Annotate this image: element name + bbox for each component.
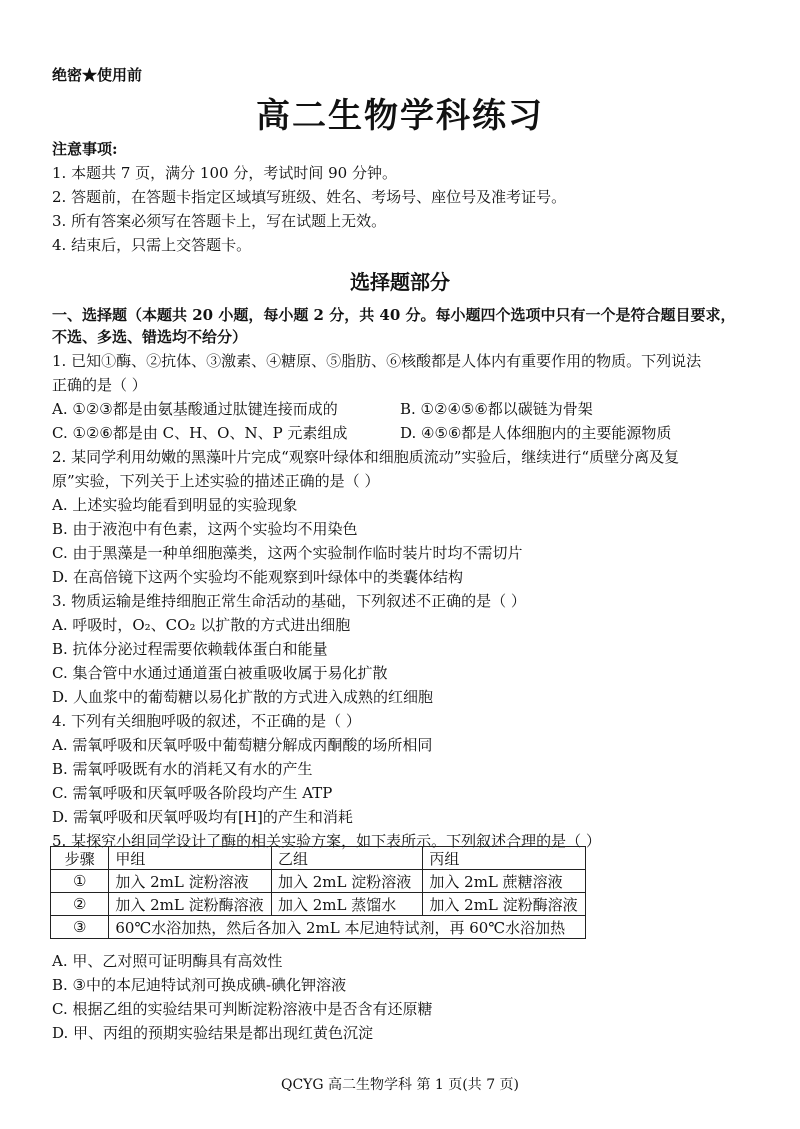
table-row	[51, 916, 586, 939]
table-header-cell: 甲组	[109, 847, 272, 870]
table-cell: ①	[51, 870, 109, 893]
page-footer: QCYG 高二生物学科 第 1 页(共 7 页)	[280, 1077, 520, 1093]
question-4-stem: 4. 下列有关细胞呼吸的叙述，不正确的是（ ）	[52, 712, 361, 730]
notice-item: 1. 本题共 7 页，满分 100 分，考试时间 90 分钟。	[52, 164, 397, 182]
question-1-option-b: B. ①②④⑤⑥都以碳链为骨架	[400, 400, 593, 418]
question-5-option-b: B. ③中的本尼迪特试剂可换成碘-碘化钾溶液	[52, 976, 347, 994]
part-instruction: 一、选择题（本题共 20 小题，每小题 2 分，共 40 分。每小题四个选项中只有一个是符合题目要求，	[52, 306, 736, 324]
question-2-option-a: A. 上述实验均能看到明显的实验现象	[52, 496, 298, 514]
part-instruction: 不选、多选、错选均不给分）	[52, 328, 248, 346]
experiment-table	[50, 846, 586, 939]
question-1-option-d: D. ④⑤⑥都是人体细胞内的主要能源物质	[400, 424, 672, 442]
question-1-option-a: A. ①②③都是由氨基酸通过肽键连接而成的	[52, 400, 338, 418]
question-3-option-b: B. 抗体分泌过程需要依赖载体蛋白和能量	[52, 640, 328, 658]
question-2-stem: 2. 某同学利用幼嫩的黑藻叶片完成“观察叶绿体和细胞质流动”实验后，继续进行“质壁分离及复	[52, 448, 680, 466]
table-header-cell: 丙组	[423, 847, 586, 870]
table-header-cell: 步骤	[51, 847, 109, 870]
table-cell: 加入 2mL 淀粉溶液	[109, 870, 272, 893]
question-3-stem: 3. 物质运输是维持细胞正常生命活动的基础，下列叙述不正确的是（ ）	[52, 592, 526, 610]
question-1-stem: 正确的是（ ）	[52, 376, 147, 394]
question-4-option-c: C. 需氧呼吸和厌氧呼吸各阶段均产生 ATP	[52, 784, 333, 802]
question-3-option-a: A. 呼吸时，O₂、CO₂ 以扩散的方式进出细胞	[52, 616, 351, 634]
question-4-option-b: B. 需氧呼吸既有水的消耗又有水的产生	[52, 760, 313, 778]
notice-item: 4. 结束后，只需上交答题卡。	[52, 236, 252, 254]
question-2-option-b: B. 由于液泡中有色素，这两个实验均不用染色	[52, 520, 358, 538]
page-title: 高二生物学科练习	[256, 96, 544, 136]
question-2-option-d: D. 在高倍镜下这两个实验均不能观察到叶绿体中的类囊体结构	[52, 568, 464, 586]
notice-item: 2. 答题前，在答题卡指定区域填写班级、姓名、考场号、座位号及准考证号。	[52, 188, 567, 206]
notice-item: 3. 所有答案必须写在答题卡上，写在试题上无效。	[52, 212, 387, 230]
table-cell: 加入 2mL 淀粉溶液	[271, 870, 422, 893]
table-cell: ②	[51, 893, 109, 916]
secret-label: 绝密★使用前	[52, 66, 143, 84]
table-row	[51, 893, 586, 916]
notice-heading: 注意事项:	[52, 140, 118, 158]
section-title: 选择题部分	[350, 270, 450, 294]
question-5-option-c: C. 根据乙组的实验结果可判断淀粉溶液中是否含有还原糖	[52, 1000, 433, 1018]
question-5-option-d: D. 甲、丙组的预期实验结果是都出现红黄色沉淀	[52, 1024, 374, 1042]
table-cell: 加入 2mL 淀粉酶溶液	[109, 893, 272, 916]
question-1-option-c: C. ①②⑥都是由 C、H、O、N、P 元素组成	[52, 424, 348, 442]
question-4-option-a: A. 需氧呼吸和厌氧呼吸中葡萄糖分解成丙酮酸的场所相同	[52, 736, 433, 754]
question-3-option-d: D. 人血浆中的葡萄糖以易化扩散的方式进入成熟的红细胞	[52, 688, 434, 706]
question-5-stem: 5. 某探究小组同学设计了酶的相关实验方案，如下表所示。下列叙述合理的是（ ）	[52, 832, 601, 850]
table-cell: 加入 2mL 蒸馏水	[271, 893, 422, 916]
table-header-cell: 乙组	[271, 847, 422, 870]
table-cell: 加入 2mL 蔗糖溶液	[423, 870, 586, 893]
table-row	[51, 870, 586, 893]
table-cell: ③	[51, 916, 109, 939]
table-cell: 加入 2mL 淀粉酶溶液	[423, 893, 586, 916]
table-cell: 60℃水浴加热，然后各加入 2mL 本尼迪特试剂，再 60℃水浴加热	[109, 916, 586, 939]
question-3-option-c: C. 集合管中水通过通道蛋白被重吸收属于易化扩散	[52, 664, 388, 682]
question-2-stem: 原”实验，下列关于上述实验的描述正确的是（ ）	[52, 472, 380, 490]
question-1-stem: 1. 已知①酶、②抗体、③激素、④糖原、⑤脂肪、⑥核酸都是人体内有重要作用的物质。下列说法	[52, 352, 702, 370]
question-4-option-d: D. 需氧呼吸和厌氧呼吸均有[H]的产生和消耗	[52, 808, 353, 826]
table-header-row	[51, 847, 586, 870]
question-2-option-c: C. 由于黑藻是一种单细胞藻类，这两个实验制作临时装片时均不需切片	[52, 544, 523, 562]
question-5-option-a: A. 甲、乙对照可证明酶具有高效性	[52, 952, 283, 970]
